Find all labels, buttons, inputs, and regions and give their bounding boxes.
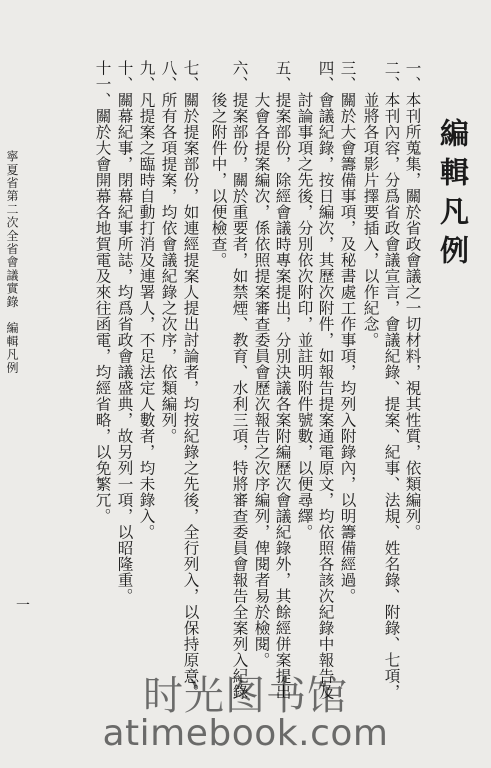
list-item: 四、會議紀錄，按日編次，其歷次附件，如報告提案通電原文，均依照各該次紀錄中報告及 — [316, 60, 335, 700]
list-item: 並將各項影片擇要插入，以作紀念。 — [361, 60, 380, 348]
list-item: 五、提案部份，除經會議時專案提出，分別決議各案附編歷次會議紀錄外，其餘經併案提出 — [273, 60, 292, 700]
running-footer: 寧夏省第二次全省會議實錄 編輯凡例 — [5, 150, 19, 375]
list-item: 一、本刊所蒐集，關於省政會議之一切材料，視其性質，依類編列。 — [403, 60, 422, 540]
list-item: 十、關幕紀事，閉幕紀事所誌，均爲省政會議盛典，故另列一項，以昭隆重。 — [115, 60, 134, 604]
list-item: 三、關於大會籌備事項，及秘書處工作事項，均列入附錄內，以明籌備經過。 — [338, 60, 357, 604]
list-item: 八、所有各項提案，均依會議紀錄之次序，依類編列。 — [159, 60, 178, 444]
list-item: 七、關於提案部份，如連經提案人提出討論者，均按紀錄之先後，全行列入，以保持原意。 — [181, 60, 200, 700]
list-item: 九、凡提案之臨時自動打消及連署人，不足法定人數者，均未錄入。 — [137, 60, 156, 540]
watermark-text: 时光图书馆 — [143, 673, 348, 719]
watermark-url: atimebook.com — [102, 713, 389, 754]
page-number: 一 — [16, 598, 30, 614]
list-item: 討論事項之先後，分別依次附印，並註明附件號數，以便尋繹。 — [295, 60, 314, 540]
list-item: 六、提案部份，關於重要者，如禁煙、教育、水利三項，特將審查委員會報告全案列入紀錄 — [230, 60, 249, 700]
page-title: 編輯凡例 — [436, 118, 470, 274]
list-item: 十一、關於大會開幕各地賀電及來往函電，均經省略，以免繁冗。 — [93, 60, 112, 524]
list-item: 二、本刊內容，分爲省政會議宣言，會議紀錄、提案、紀事、法規、姓名錄、附錄、七項， — [382, 60, 401, 700]
list-item: 後之附件中，以便檢查。 — [209, 60, 228, 268]
list-item: 大會各提案編次，係依照提案審查委員會歷次報告之次序編列，俾閱者易於檢閱。 — [252, 60, 271, 668]
